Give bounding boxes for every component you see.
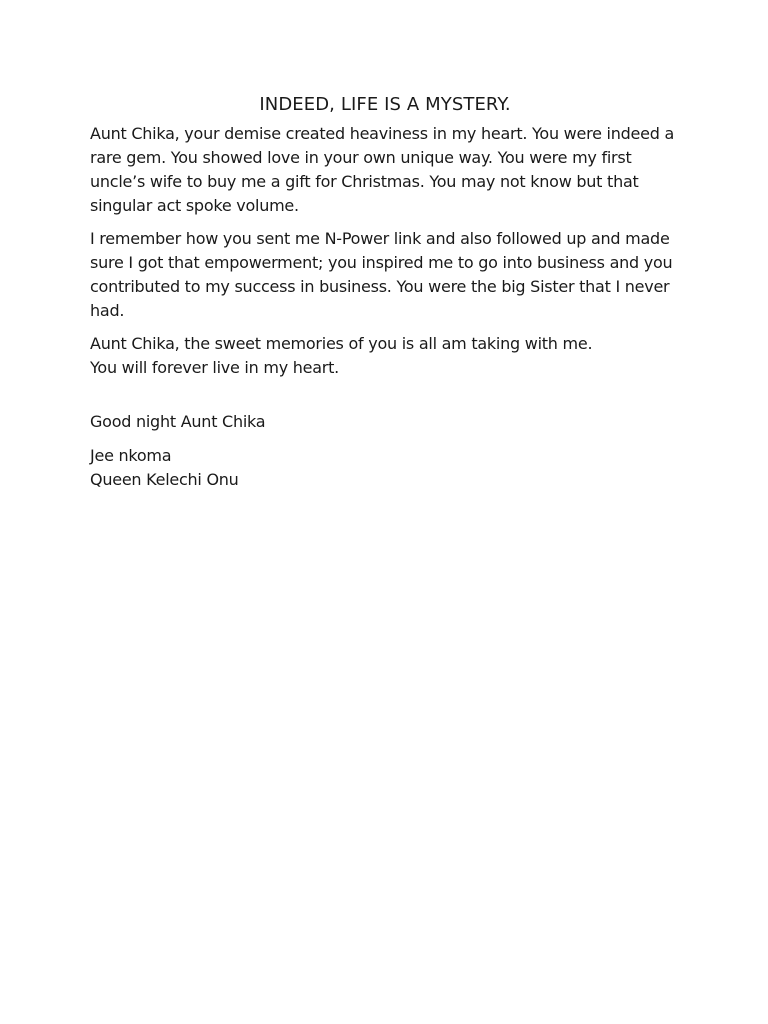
paragraph-remembrance: I remember how you sent me N-Power link and also followed up and made sure I got that empowerment; you inspired me to go into business and you contributed to my success in business. You were the big Sister that I never had. xyxy=(90,229,673,320)
signature-block xyxy=(90,444,680,492)
memory-line: You will forever live in my heart. xyxy=(90,358,339,377)
memory-block xyxy=(90,332,680,380)
signature-line: Jee nkoma xyxy=(90,446,172,465)
memory-line: Aunt Chika, the sweet memories of you is all am taking with me. xyxy=(90,334,593,353)
signature-name: Queen Kelechi Onu xyxy=(90,470,239,489)
document-body xyxy=(90,92,680,492)
document-title: INDEED, LIFE IS A MYSTERY. xyxy=(259,94,511,115)
closing-line: Good night Aunt Chika xyxy=(90,412,266,431)
paragraph-tribute: Aunt Chika, your demise created heaviness in my heart. You were indeed a rare gem. You showed love in your own unique way. You were my first uncle’s wife to buy me a gift for Christmas. You may not know but that singular act spoke volume. xyxy=(90,124,674,215)
